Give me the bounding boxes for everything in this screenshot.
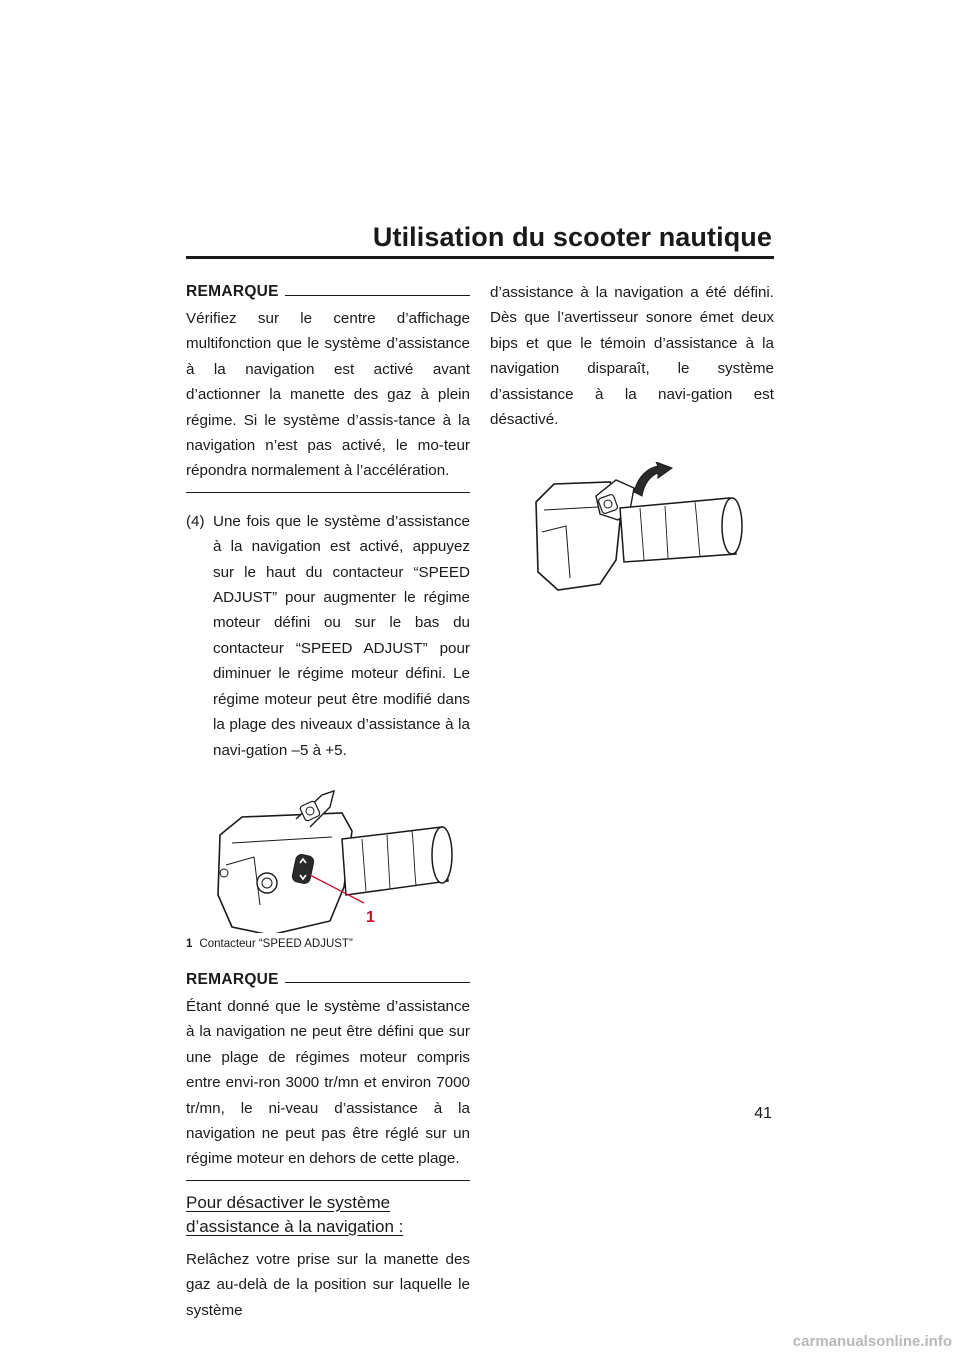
caption-text: Contacteur “SPEED ADJUST”	[199, 937, 353, 950]
continued-paragraph: d’assistance à la navigation a été défini. Dès que l’avertisseur sonore émet deux bips et que le témoin d’assistance à la navigation disparaît, le système d’assistance à la navi-gation est désactivé.	[490, 284, 774, 429]
remark-end-rule	[186, 1180, 470, 1181]
remark-title: REMARQUE	[186, 283, 279, 301]
page-header-title: Utilisation du scooter nautique	[372, 222, 772, 252]
remark-header	[186, 280, 470, 304]
callout-1: 1	[366, 908, 375, 926]
figure-caption	[186, 937, 470, 951]
header-rule	[186, 256, 774, 259]
handlebar-grip-switch-illustration	[212, 785, 462, 933]
step-4	[186, 509, 470, 763]
remark-body: Étant donné que le système d’assistance à la navigation ne peut être défini que sur une plage de régimes moteur compris entre envi-ron 3000 tr/mn et environ 7000 tr/mn, le ni-veau d’assistance à la navigation ne peut pas être réglé sur un régime moteur en dehors de cette plage.	[186, 997, 470, 1168]
step-text: Une fois que le système d’assistance à la navigation est activé, appuyez sur le haut du contacteur “SPEED ADJUST” pour augmenter le régime moteur défini ou sur le bas du contacteur “SPEED ADJUST” pour diminuer le régime moteur défini. Le régime moteur peut être modifié dans la plage des niveaux d’assistance à la navi-gation –5 à +5.	[213, 512, 470, 759]
left-column	[186, 280, 470, 1323]
speed-adjust-figure	[186, 785, 470, 933]
right-column	[490, 280, 774, 612]
remark-body: Vérifiez sur le centre d’affichage multifonction que le système d’assistance à la navigation est activé avant d’actionner la manette des gaz à plein régime. Si le système d’assis-tance à la navigation n’est pas activé, le mo-teur répondra normalement à l’accélération.	[186, 310, 470, 480]
page-number: 41	[754, 1105, 772, 1122]
remark-rule	[285, 295, 470, 296]
caption-number: 1	[186, 937, 193, 950]
throttle-lever-release-illustration	[530, 462, 770, 612]
throttle-release-figure	[490, 462, 774, 612]
remark-end-rule	[186, 492, 470, 493]
remark-title: REMARQUE	[186, 971, 279, 989]
section-heading: Pour désactiver le système d’assistance à la navigation :	[186, 1192, 404, 1236]
section-body: Relâchez votre prise sur la manette des gaz au-delà de la position sur laquelle le système	[186, 1250, 470, 1319]
remark-box-2	[186, 968, 470, 1181]
step-number: (4)	[186, 512, 205, 530]
remark-header	[186, 968, 470, 992]
remark-rule	[285, 982, 470, 983]
watermark: carmanualsonline.info	[792, 1333, 952, 1350]
remark-box-1	[186, 280, 470, 493]
